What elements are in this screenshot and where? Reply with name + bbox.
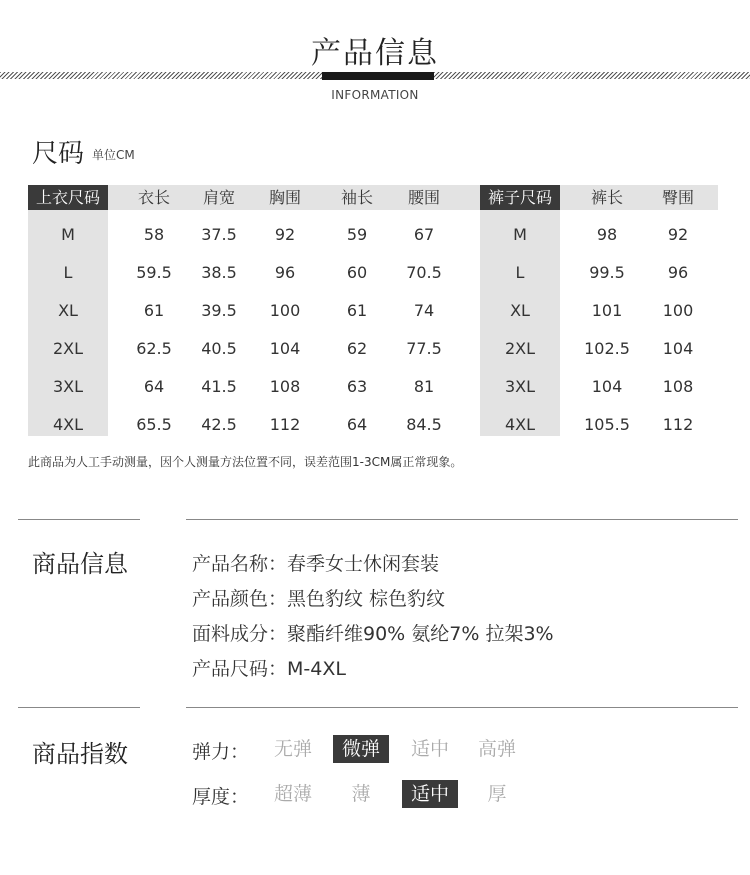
value-cell: 81: [413, 377, 435, 396]
product-name-line: 产品名称：春季女士休闲套装: [192, 553, 440, 575]
value-cell: 62.5: [136, 339, 172, 358]
col-header: 臀围: [661, 188, 694, 207]
value-cell: 100: [662, 301, 694, 320]
value-cell: 108: [269, 377, 301, 396]
value-cell: 102.5: [584, 339, 630, 358]
value-cell: 74: [413, 301, 435, 320]
measurement-note: 此商品为人工手动测量，因个人测量方法位置不同，误差范围1-3CM属正常现象。: [28, 455, 463, 469]
size-cell: XL: [510, 301, 530, 320]
value-cell: 101: [591, 301, 623, 320]
value-cell: 64: [346, 415, 368, 434]
value-cell: 77.5: [406, 339, 442, 358]
thickness-label: 厚度：: [192, 786, 250, 808]
value-cell: 39.5: [201, 301, 237, 320]
product-color-line: 产品颜色：黑色豹纹 棕色豹纹: [192, 588, 446, 610]
table-row: [0, 292, 750, 330]
value-cell: 70.5: [406, 263, 442, 282]
size-cell: 4XL: [52, 415, 84, 434]
hatch-divider-right: [434, 72, 750, 79]
size-cell: 2XL: [52, 339, 84, 358]
value-cell: 41.5: [201, 377, 237, 396]
pants-size-label: 裤子尺码: [480, 185, 560, 210]
value-cell: 59: [346, 225, 368, 244]
col-header: 胸围: [268, 188, 301, 207]
divider-right: [186, 519, 738, 520]
size-cell: M: [513, 225, 527, 244]
value-cell: 58: [143, 225, 165, 244]
hatch-divider-left: [0, 72, 322, 79]
table-row: [0, 254, 750, 292]
size-cell: 3XL: [504, 377, 536, 396]
thickness-option: 超薄: [273, 783, 312, 805]
thickness-option: 薄: [351, 783, 371, 805]
value-cell: 98: [596, 225, 618, 244]
product-info-title: 商品信息: [32, 550, 128, 578]
col-header: 裤长: [590, 188, 623, 207]
elasticity-option: 高弹: [477, 738, 516, 760]
value-cell: 112: [662, 415, 694, 434]
product-size-line: 产品尺码：M-4XL: [192, 658, 346, 680]
value-cell: 104: [591, 377, 623, 396]
table-row: [0, 216, 750, 254]
elasticity-option: 适中: [410, 738, 449, 760]
value-cell: 60: [346, 263, 368, 282]
divider-left: [18, 707, 140, 708]
title-underline-bar: [322, 72, 434, 80]
size-cell: 2XL: [504, 339, 536, 358]
product-fabric-line: 面料成分：聚酯纤维90% 氨纶7% 拉架3%: [192, 623, 554, 645]
value-cell: 84.5: [406, 415, 442, 434]
value-cell: 61: [346, 301, 368, 320]
table-row: [0, 406, 750, 444]
value-cell: 59.5: [136, 263, 172, 282]
elasticity-label: 弹力：: [192, 741, 250, 763]
size-cell: L: [515, 263, 525, 282]
top-size-label: 上衣尺码: [28, 185, 108, 210]
value-cell: 104: [662, 339, 694, 358]
value-cell: 104: [269, 339, 301, 358]
elasticity-option: 无弹: [273, 738, 312, 760]
value-cell: 96: [274, 263, 296, 282]
value-cell: 92: [667, 225, 689, 244]
size-cell: L: [63, 263, 73, 282]
value-cell: 112: [269, 415, 301, 434]
product-index-title: 商品指数: [32, 740, 128, 768]
value-cell: 42.5: [201, 415, 237, 434]
divider-right: [186, 707, 738, 708]
size-cell: M: [61, 225, 75, 244]
value-cell: 63: [346, 377, 368, 396]
thickness-option-selected: 适中: [402, 780, 458, 808]
size-section-title: 尺码: [32, 139, 85, 169]
thickness-option: 厚: [487, 783, 507, 805]
value-cell: 64: [143, 377, 165, 396]
value-cell: 92: [274, 225, 296, 244]
value-cell: 105.5: [584, 415, 630, 434]
value-cell: 61: [143, 301, 165, 320]
page-subtitle: INFORMATION: [331, 88, 419, 102]
value-cell: 65.5: [136, 415, 172, 434]
value-cell: 99.5: [589, 263, 625, 282]
size-cell: XL: [58, 301, 78, 320]
col-header: 衣长: [137, 188, 170, 207]
page-title: 产品信息: [311, 36, 439, 71]
col-header: 腰围: [407, 188, 440, 207]
value-cell: 40.5: [201, 339, 237, 358]
size-unit-label: 单位CM: [92, 148, 135, 162]
col-header: 袖长: [340, 188, 373, 207]
table-row: [0, 330, 750, 368]
table-row: [0, 368, 750, 406]
size-cell: 4XL: [504, 415, 536, 434]
value-cell: 38.5: [201, 263, 237, 282]
value-cell: 100: [269, 301, 301, 320]
value-cell: 67: [413, 225, 435, 244]
value-cell: 62: [346, 339, 368, 358]
elasticity-option-selected: 微弹: [333, 735, 389, 763]
value-cell: 37.5: [201, 225, 237, 244]
size-cell: 3XL: [52, 377, 84, 396]
value-cell: 96: [667, 263, 689, 282]
col-header: 肩宽: [202, 188, 235, 207]
divider-left: [18, 519, 140, 520]
value-cell: 108: [662, 377, 694, 396]
